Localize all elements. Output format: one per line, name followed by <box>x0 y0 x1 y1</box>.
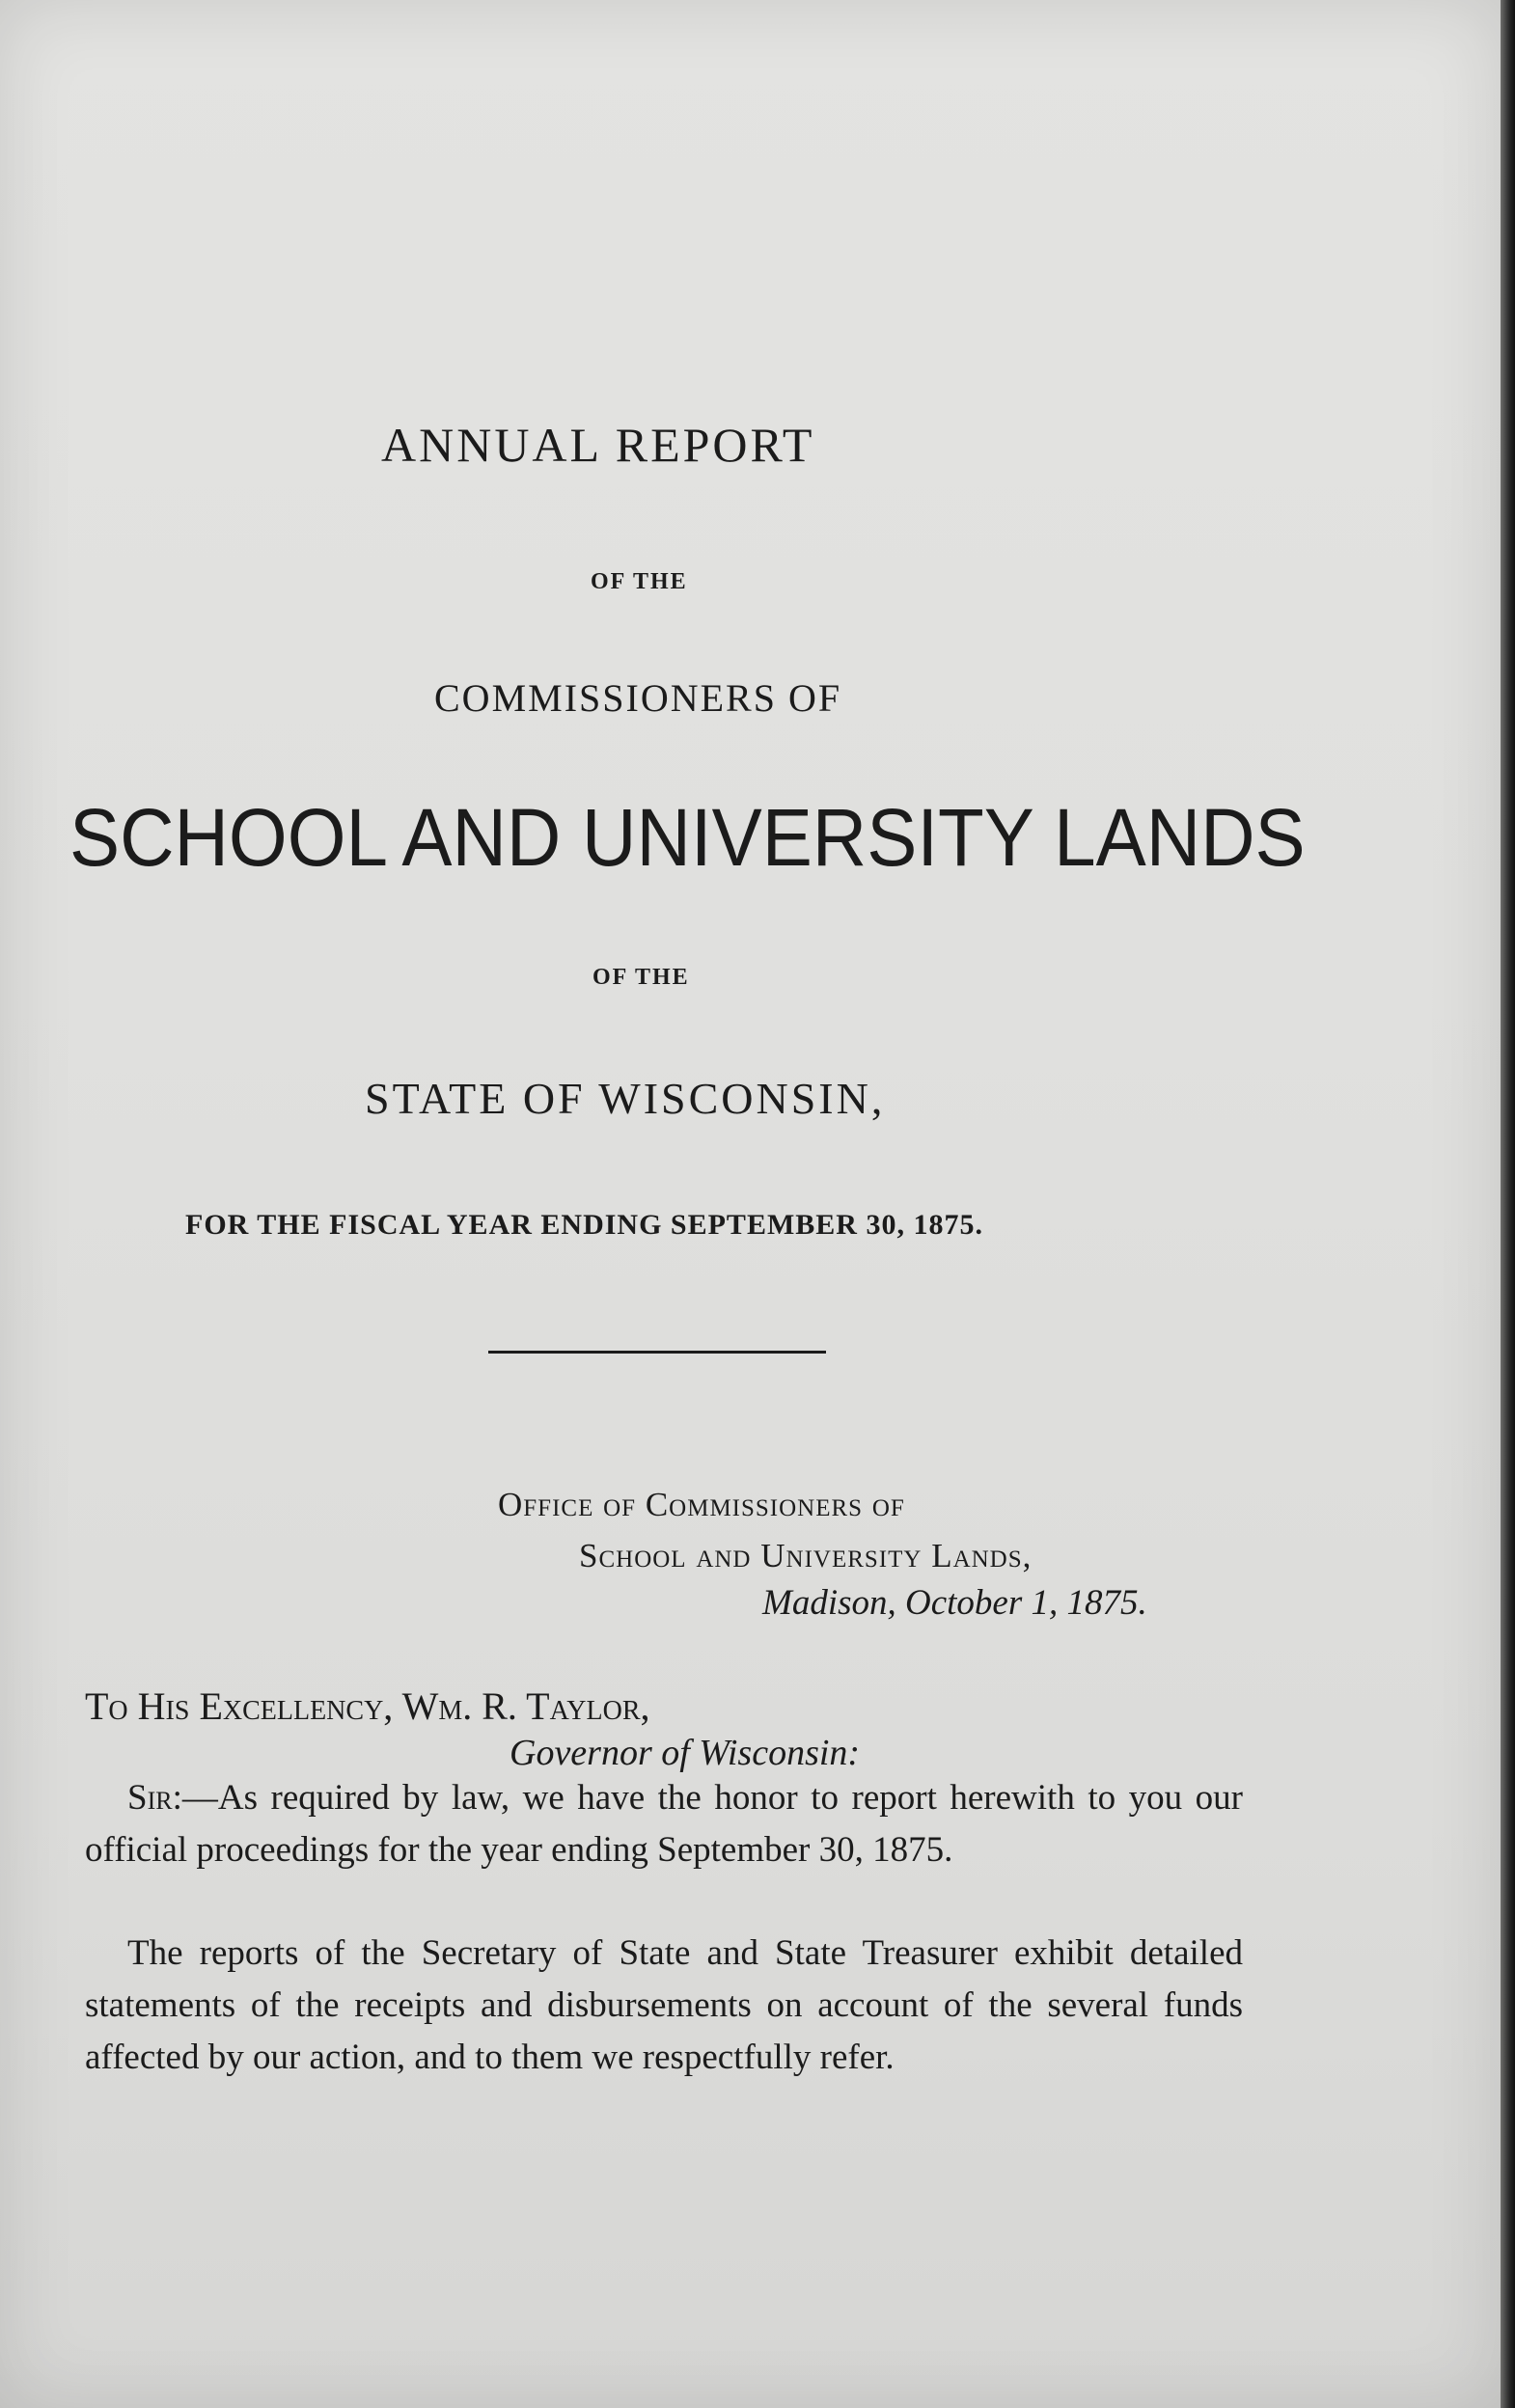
office-line-2: School and University Lands, <box>579 1537 1033 1574</box>
paragraph-1-text: —As required by law, we have the honor to report herewith to you our official proceedings for the year ending September 30, 1875. <box>85 1778 1243 1870</box>
office-line-1: Office of Commissioners of <box>498 1486 905 1523</box>
commissioners-heading: COMMISSIONERS OF <box>434 676 842 720</box>
state-heading: STATE OF WISCONSIN, <box>365 1074 886 1123</box>
governor-line: Governor of Wisconsin: <box>510 1733 861 1773</box>
addressee-line: To His Excellency, Wm. R. Taylor, <box>85 1684 650 1728</box>
page-edge <box>1501 0 1515 2408</box>
report-title: ANNUAL REPORT <box>381 418 815 472</box>
main-title: SCHOOL AND UNIVERSITY LANDS <box>69 792 1306 883</box>
office-date-line: Madison, October 1, 1875. <box>762 1583 1147 1623</box>
of-the-label-1: OF THE <box>591 569 688 594</box>
paragraph-1 <box>85 1772 1243 1876</box>
divider-rule <box>488 1351 826 1354</box>
fiscal-year-line: FOR THE FISCAL YEAR ENDING SEPTEMBER 30, 1875. <box>185 1209 983 1241</box>
of-the-label-2: OF THE <box>592 965 690 990</box>
paragraph-2: The reports of the Secretary of State and State Treasurer exhibit detailed statements of the receipts and disbursements on account of the several funds affected by our action, and to them we respectfully refer. <box>85 1933 1243 2077</box>
salutation: Sir: <box>127 1778 182 1818</box>
